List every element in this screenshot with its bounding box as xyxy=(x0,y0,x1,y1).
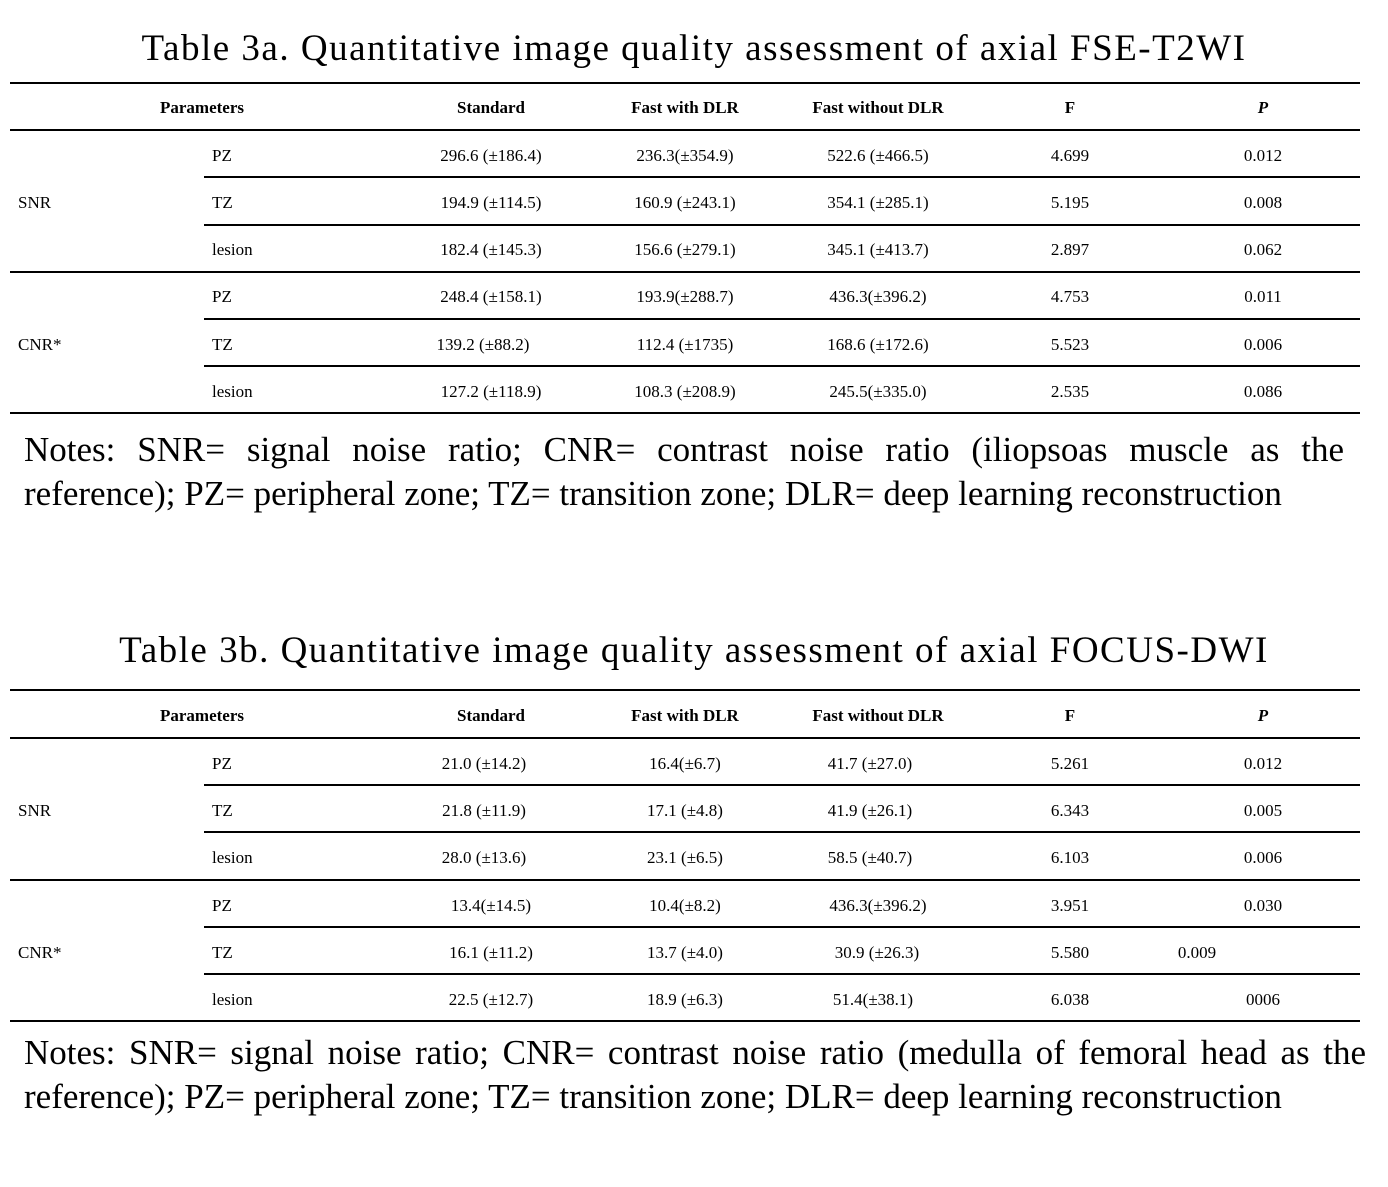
group-label-cnr: CNR* xyxy=(18,335,62,354)
fast-no-dlr-value: 51.4(±38.1) xyxy=(832,990,914,1009)
fast-dlr-value: 236.3(±354.9) xyxy=(636,146,734,165)
p-value: 0.006 xyxy=(1243,335,1283,354)
header-f: F xyxy=(1064,706,1076,725)
header-parameters: Parameters xyxy=(159,706,245,725)
table-3a-top-rule xyxy=(10,82,1360,84)
standard-value: 21.8 (±11.9) xyxy=(442,801,526,820)
fast-no-dlr-value: 436.3(±396.2) xyxy=(829,287,927,306)
f-value: 6.038 xyxy=(1050,990,1090,1009)
fast-no-dlr-value: 41.9 (±26.1) xyxy=(827,801,913,820)
p-value: 0.009 xyxy=(1177,943,1217,962)
header-standard: Standard xyxy=(456,98,526,117)
row-rule xyxy=(204,973,1360,975)
standard-value: 194.9 (±114.5) xyxy=(440,193,542,212)
fast-dlr-value: 10.4(±8.2) xyxy=(649,896,721,915)
row-rule xyxy=(204,365,1360,367)
zone-label: PZ xyxy=(212,896,232,915)
table-3a-header-rule xyxy=(10,129,1360,131)
row-rule xyxy=(204,831,1360,833)
f-value: 5.523 xyxy=(1050,335,1090,354)
header-p: P xyxy=(1257,98,1269,117)
zone-label: lesion xyxy=(212,240,253,259)
p-value: 0.006 xyxy=(1243,848,1283,867)
p-value: 0.011 xyxy=(1244,287,1282,306)
fast-no-dlr-value: 345.1 (±413.7) xyxy=(827,240,929,259)
fast-no-dlr-value: 522.6 (±466.5) xyxy=(827,146,929,165)
group-label-snr: SNR xyxy=(18,801,52,820)
header-fast-without-dlr: Fast without DLR xyxy=(812,98,944,117)
standard-value: 22.5 (±12.7) xyxy=(448,990,534,1009)
standard-value: 28.0 (±13.6) xyxy=(441,848,527,867)
p-value: 0.008 xyxy=(1243,193,1283,212)
p-value: 0.005 xyxy=(1243,801,1283,820)
fast-no-dlr-value: 168.6 (±172.6) xyxy=(827,335,929,354)
fast-dlr-value: 156.6 (±279.1) xyxy=(634,240,736,259)
zone-label: TZ xyxy=(212,943,233,962)
table-3b-bottom-rule xyxy=(10,1020,1360,1022)
zone-label: PZ xyxy=(212,146,232,165)
header-fast-without-dlr: Fast without DLR xyxy=(812,706,944,725)
row-rule xyxy=(204,784,1360,786)
fast-no-dlr-value: 30.9 (±26.3) xyxy=(834,943,920,962)
table-3b-title: Table 3b. Quantitative image quality assessment of axial FOCUS-DWI xyxy=(119,630,1269,671)
header-standard: Standard xyxy=(456,706,526,725)
table-3b-header-rule xyxy=(10,737,1360,739)
table-3b-notes: Notes: SNR= signal noise ratio; CNR= contrast noise ratio (medulla of femoral head as the reference); PZ= peripheral zone; TZ= transition zone; DLR= deep learning reconstruction xyxy=(24,1033,1366,1116)
fast-dlr-value: 18.9 (±6.3) xyxy=(647,990,723,1009)
f-value: 6.103 xyxy=(1050,848,1090,867)
zone-label: PZ xyxy=(212,754,232,773)
p-value: 0.062 xyxy=(1243,240,1283,259)
f-value: 5.195 xyxy=(1050,193,1090,212)
zone-label: lesion xyxy=(212,990,253,1009)
p-value: 0.086 xyxy=(1243,382,1283,401)
header-f: F xyxy=(1064,98,1076,117)
f-value: 2.897 xyxy=(1050,240,1090,259)
f-value: 4.699 xyxy=(1050,146,1090,165)
standard-value: 16.1 (±11.2) xyxy=(449,943,533,962)
table-3a-notes: Notes: SNR= signal noise ratio; CNR= contrast noise ratio (iliopsoas muscle as the reference); PZ= peripheral zone; TZ= transition zone; DLR= deep learning reconstruction xyxy=(24,430,1344,513)
fast-dlr-value: 193.9(±288.7) xyxy=(636,287,734,306)
zone-label: lesion xyxy=(212,382,253,401)
f-value: 6.343 xyxy=(1050,801,1090,820)
group-label-snr: SNR xyxy=(18,193,52,212)
standard-value: 139.2 (±88.2) xyxy=(436,335,530,354)
row-rule xyxy=(204,176,1360,178)
fast-dlr-value: 13.7 (±4.0) xyxy=(647,943,723,962)
standard-value: 182.4 (±145.3) xyxy=(440,240,542,259)
p-value: 0006 xyxy=(1246,990,1280,1009)
fast-no-dlr-value: 245.5(±335.0) xyxy=(829,382,927,401)
fast-no-dlr-value: 436.3(±396.2) xyxy=(829,896,927,915)
row-rule xyxy=(204,224,1360,226)
group-rule xyxy=(10,271,1360,273)
standard-value: 21.0 (±14.2) xyxy=(441,754,527,773)
zone-label: TZ xyxy=(212,801,233,820)
fast-dlr-value: 112.4 (±1735) xyxy=(636,335,734,354)
header-fast-with-dlr: Fast with DLR xyxy=(631,98,739,117)
standard-value: 248.4 (±158.1) xyxy=(440,287,542,306)
standard-value: 13.4(±14.5) xyxy=(450,896,532,915)
zone-label: TZ xyxy=(212,193,233,212)
f-value: 3.951 xyxy=(1050,896,1090,915)
fast-dlr-value: 16.4(±6.7) xyxy=(649,754,721,773)
zone-label: TZ xyxy=(212,335,233,354)
standard-value: 127.2 (±118.9) xyxy=(440,382,542,401)
group-label-cnr: CNR* xyxy=(18,943,62,962)
fast-no-dlr-value: 354.1 (±285.1) xyxy=(827,193,929,212)
p-value: 0.012 xyxy=(1243,146,1283,165)
group-rule xyxy=(10,879,1360,881)
table-3a-title: Table 3a. Quantitative image quality assessment of axial FSE-T2WI xyxy=(141,28,1247,69)
p-value: 0.012 xyxy=(1243,754,1283,773)
f-value: 5.261 xyxy=(1050,754,1090,773)
table-3b-top-rule xyxy=(10,689,1360,691)
header-p: P xyxy=(1257,706,1269,725)
fast-dlr-value: 23.1 (±6.5) xyxy=(647,848,723,867)
header-fast-with-dlr: Fast with DLR xyxy=(631,706,739,725)
f-value: 4.753 xyxy=(1050,287,1090,306)
fast-dlr-value: 160.9 (±243.1) xyxy=(634,193,736,212)
header-parameters: Parameters xyxy=(159,98,245,117)
zone-label: PZ xyxy=(212,287,232,306)
fast-dlr-value: 17.1 (±4.8) xyxy=(647,801,723,820)
row-rule xyxy=(204,926,1360,928)
fast-dlr-value: 108.3 (±208.9) xyxy=(634,382,736,401)
fast-no-dlr-value: 58.5 (±40.7) xyxy=(827,848,913,867)
fast-no-dlr-value: 41.7 (±27.0) xyxy=(827,754,913,773)
row-rule xyxy=(204,318,1360,320)
p-value: 0.030 xyxy=(1243,896,1283,915)
standard-value: 296.6 (±186.4) xyxy=(440,146,542,165)
f-value: 2.535 xyxy=(1050,382,1090,401)
f-value: 5.580 xyxy=(1050,943,1090,962)
table-3a-bottom-rule xyxy=(10,412,1360,414)
zone-label: lesion xyxy=(212,848,253,867)
